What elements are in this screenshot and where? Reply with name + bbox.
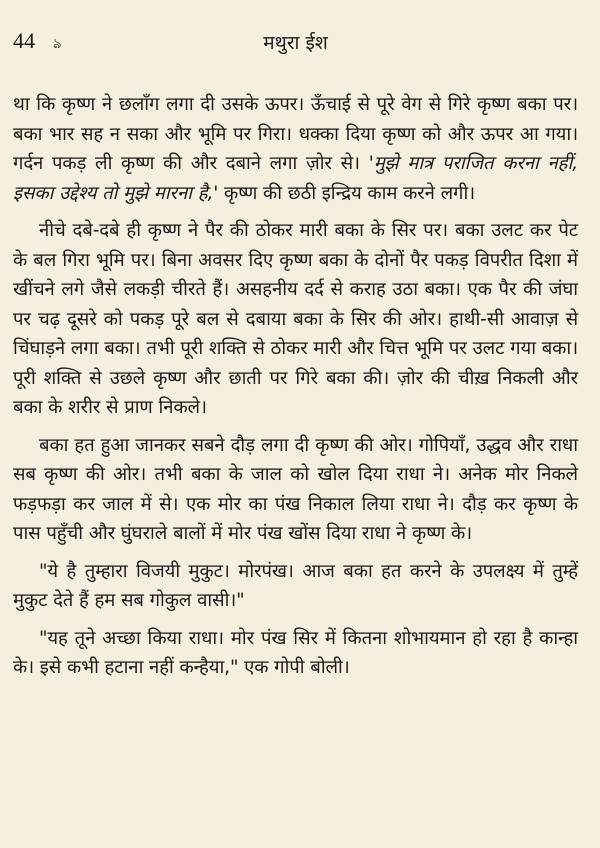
page-number: 44 <box>13 28 35 53</box>
paragraph-1 <box>13 90 578 208</box>
paragraph-2: नीचे दबे-दबे ही कृष्ण ने पैर की ठोकर मारी बका के सिर पर। बका उलट कर पेट के बल गिरा भूमि पर। बिना अवसर दिए कृष्ण बका के दोनों पैर पकड़ विपरीत दिशा में खींचने लगे जैसे लकड़ी चीरते हैं। असहनीय दर्द से कराह उठा बका। एक पैर की जंघा पर चढ़ दूसरे को पकड़ पूरे बल से दबाया बका के सिर की ओर। हाथी-सी आवाज़ से चिंघाड़ने लगा बका। तभी पूरी शक्ति से ठोकर मारी और चित्त भूमि पर उलट गया बका। पूरी शक्ति से उछले कृष्ण और छाती पर गिरे बका की। ज़ोर की चीख़ निकली और बका के शरीर से प्राण निकले। <box>13 220 578 418</box>
running-header <box>13 28 578 56</box>
paragraph-4: "ये है तुम्हारा विजयी मुकुट। मोरपंख। आज बका हत करने के उपलक्ष्य में तुम्हें मुकुट देते हैं हम सब गोकुल वासी।" <box>13 560 578 611</box>
italic-quote: 'मुझे मात्र पराजित करना नहीं, इसका उद्देश्य तो मुझे मारना है,' <box>13 153 578 204</box>
body-text <box>13 90 578 691</box>
paragraph-1-text-start: था कि कृष्ण ने छलाँग लगा दी उसके ऊपर। ऊँचाई से पूरे वेग से गिरे कृष्ण बका पर। बका भार सह न सका और भूमि पर गिरा। धक्का दिया कृष्ण को और ऊपर आ गया। गर्दन पकड़ ली कृष्ण की और दबाने लगा ज़ोर से। <box>13 94 578 174</box>
ornament-icon: ঌ <box>53 36 62 52</box>
paragraph-3: बका हत हुआ जानकर सबने दौड़ लगा दी कृष्ण की ओर। गोपियाँ, उद्धव और राधा सब कृष्ण की ओर। तभी बका के जाल को खोल दिया राधा ने। अनेक मोर निकले फड़फड़ा कर जाल में से। एक मोर का पंख निकाल लिया राधा ने। दौड़ कर कृष्ण के पास पहुँची और घुंघराले बालों में मोर पंख खोंस दिया राधा ने कृष्ण के। <box>13 434 578 544</box>
paragraph-1-text-end: कृष्ण की छठी इन्द्रिय काम करने लगी। <box>218 182 476 204</box>
book-title: मथुरा ईश <box>263 32 328 54</box>
paragraph-5: "यह तूने अच्छा किया राधा। मोर पंख सिर में कितना शोभायमान हो रहा है कान्हा के। इसे कभी हटाना नहीं कन्हैया," एक गोपी बोली। <box>13 627 578 678</box>
